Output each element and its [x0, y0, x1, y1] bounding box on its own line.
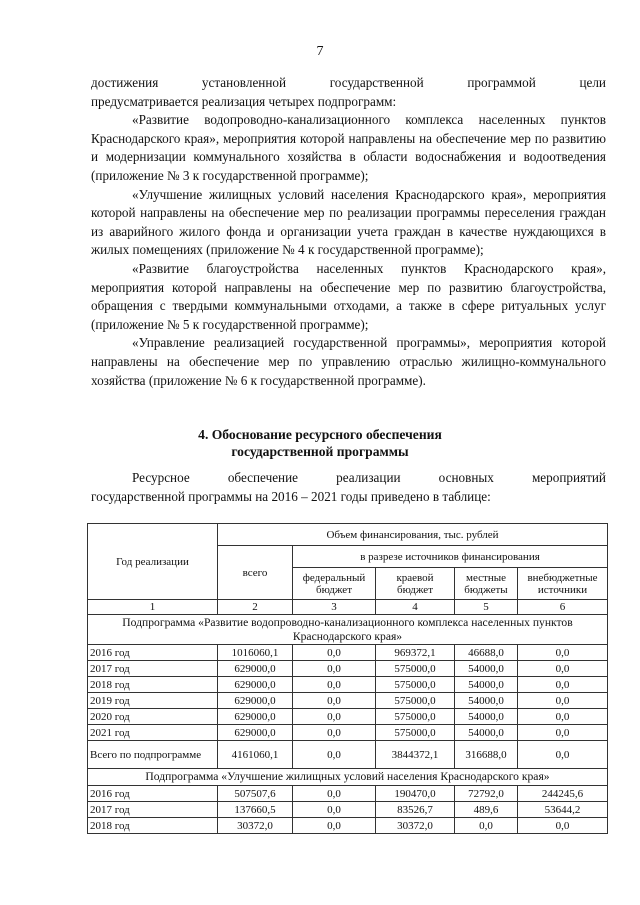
column-number: 4 [376, 600, 455, 615]
cell-federal: 0,0 [293, 741, 376, 769]
cell-total: 629000,0 [218, 709, 293, 725]
cell-extra: 0,0 [518, 818, 608, 834]
cell-local: 54000,0 [455, 661, 518, 677]
cell-regional: 575000,0 [376, 661, 455, 677]
funding-table [87, 523, 608, 834]
cell-total: 507507,6 [218, 786, 293, 802]
page-number: 7 [316, 44, 324, 59]
section-heading-line1: 4. Обоснование ресурсного обеспечения [198, 427, 442, 442]
cell-federal: 0,0 [293, 677, 376, 693]
cell-federal: 0,0 [293, 818, 376, 834]
paragraph-intro-line1: достижения установленной государственной программой цели [91, 75, 606, 90]
header-total: всего [218, 546, 293, 600]
cell-total: 30372,0 [218, 818, 293, 834]
table-row-total [88, 741, 608, 769]
cell-regional: 190470,0 [376, 786, 455, 802]
table-row [88, 725, 608, 741]
cell-regional: 575000,0 [376, 677, 455, 693]
cell-federal: 0,0 [293, 725, 376, 741]
column-number: 6 [518, 600, 608, 615]
header-extra: внебюджетные источники [518, 568, 608, 600]
cell-local: 54000,0 [455, 693, 518, 709]
header-sources: в разрезе источников финансирования [293, 546, 608, 568]
cell-year: 2020 год [88, 709, 218, 725]
cell-year: 2018 год [88, 677, 218, 693]
cell-total: 629000,0 [218, 725, 293, 741]
cell-local: 489,6 [455, 802, 518, 818]
cell-local: 54000,0 [455, 677, 518, 693]
cell-federal: 0,0 [293, 786, 376, 802]
subprogram-1-title: Подпрограмма «Развитие водопроводно-канализационного комплекса населенных пунктов Краснодарского края» [88, 615, 608, 645]
column-number: 2 [218, 600, 293, 615]
cell-year: 2016 год [88, 645, 218, 661]
cell-local: 54000,0 [455, 709, 518, 725]
table-intro-line2: государственной программы на 2016 – 2021 годы приведено в таблице: [91, 488, 491, 504]
table-row [88, 818, 608, 834]
cell-year: Всего по подпрограмме [88, 741, 218, 769]
column-number: 5 [455, 600, 518, 615]
subprogram-2-title: Подпрограмма «Улучшение жилищных условий населения Краснодарского края» [88, 769, 608, 786]
table-row [88, 786, 608, 802]
cell-year: 2017 год [88, 661, 218, 677]
cell-local: 46688,0 [455, 645, 518, 661]
header-regional: краевой бюджет [376, 568, 455, 600]
cell-regional: 83526,7 [376, 802, 455, 818]
column-number: 1 [88, 600, 218, 615]
table-row [88, 709, 608, 725]
cell-extra: 0,0 [518, 725, 608, 741]
cell-regional: 575000,0 [376, 693, 455, 709]
cell-regional: 3844372,1 [376, 741, 455, 769]
cell-extra: 0,0 [518, 645, 608, 661]
cell-extra: 244245,6 [518, 786, 608, 802]
paragraph-subprogram-housing: «Улучшение жилищных условий населения Краснодарского края», мероприятия которой направлены на обеспечение мер по реализации программы переселения граждан из аварийного жилого фонда и организации учета граждан в качестве нуждающихся в жилых помещениях (приложение № 4 к государственной программе); [91, 186, 606, 258]
cell-federal: 0,0 [293, 709, 376, 725]
header-local: местные бюджеты [455, 568, 518, 600]
cell-total: 629000,0 [218, 661, 293, 677]
cell-total: 4161060,1 [218, 741, 293, 769]
cell-local: 316688,0 [455, 741, 518, 769]
table-row [88, 677, 608, 693]
cell-regional: 969372,1 [376, 645, 455, 661]
cell-total: 629000,0 [218, 693, 293, 709]
cell-federal: 0,0 [293, 693, 376, 709]
cell-extra: 0,0 [518, 741, 608, 769]
cell-total: 1016060,1 [218, 645, 293, 661]
cell-regional: 575000,0 [376, 725, 455, 741]
cell-year: 2016 год [88, 786, 218, 802]
table-intro [91, 469, 606, 506]
paragraph-subprogram-water: «Развитие водопроводно-канализационного комплекса населенных пунктов Краснодарского края», мероприятия которой направлены на обеспечение мер по развитию и модернизации коммунального хозяйства в области водоснабжения и водоотведения (приложение № 3 к государственной программе); [91, 112, 606, 183]
cell-year: 2018 год [88, 818, 218, 834]
table-intro-line1: Ресурсное обеспечение реализации основных мероприятий [132, 470, 606, 485]
cell-local: 0,0 [455, 818, 518, 834]
cell-extra: 0,0 [518, 661, 608, 677]
table-row [88, 802, 608, 818]
cell-federal: 0,0 [293, 802, 376, 818]
cell-year: 2021 год [88, 725, 218, 741]
cell-year: 2017 год [88, 802, 218, 818]
header-federal: федеральный бюджет [293, 568, 376, 600]
column-number: 3 [293, 600, 376, 615]
table-row [88, 693, 608, 709]
cell-federal: 0,0 [293, 645, 376, 661]
cell-federal: 0,0 [293, 661, 376, 677]
paragraph-subprogram-landscaping: «Развитие благоустройства населенных пунктов Краснодарского края», мероприятия которой направлены на обеспечение мер по развитию благоустройства, обращения с твердыми коммунальными отходами, а также в сфере ритуальных услуг (приложение № 5 к государственной программе); [91, 260, 606, 332]
header-year: Год реализации [88, 524, 218, 600]
cell-extra: 0,0 [518, 693, 608, 709]
section-heading-line2: государственной программы [231, 444, 409, 459]
cell-total: 629000,0 [218, 677, 293, 693]
cell-extra: 53644,2 [518, 802, 608, 818]
body-text [91, 74, 606, 390]
paragraph-subprogram-management: «Управление реализацией государственной программы», мероприятия которой направлены на обеспечение мер по управлению отраслью жилищно-коммунального хозяйства (приложение № 6 к государственной программе). [91, 335, 606, 388]
section-heading [0, 426, 640, 460]
cell-total: 137660,5 [218, 802, 293, 818]
cell-local: 72792,0 [455, 786, 518, 802]
cell-local: 54000,0 [455, 725, 518, 741]
cell-regional: 30372,0 [376, 818, 455, 834]
table-row [88, 661, 608, 677]
cell-regional: 575000,0 [376, 709, 455, 725]
cell-extra: 0,0 [518, 709, 608, 725]
table-row [88, 645, 608, 661]
header-funding: Объем финансирования, тыс. рублей [218, 524, 608, 546]
cell-year: 2019 год [88, 693, 218, 709]
paragraph-intro-line2: предусматривается реализация четырех подпрограмм: [91, 93, 397, 109]
cell-extra: 0,0 [518, 677, 608, 693]
column-number-row [88, 600, 608, 615]
